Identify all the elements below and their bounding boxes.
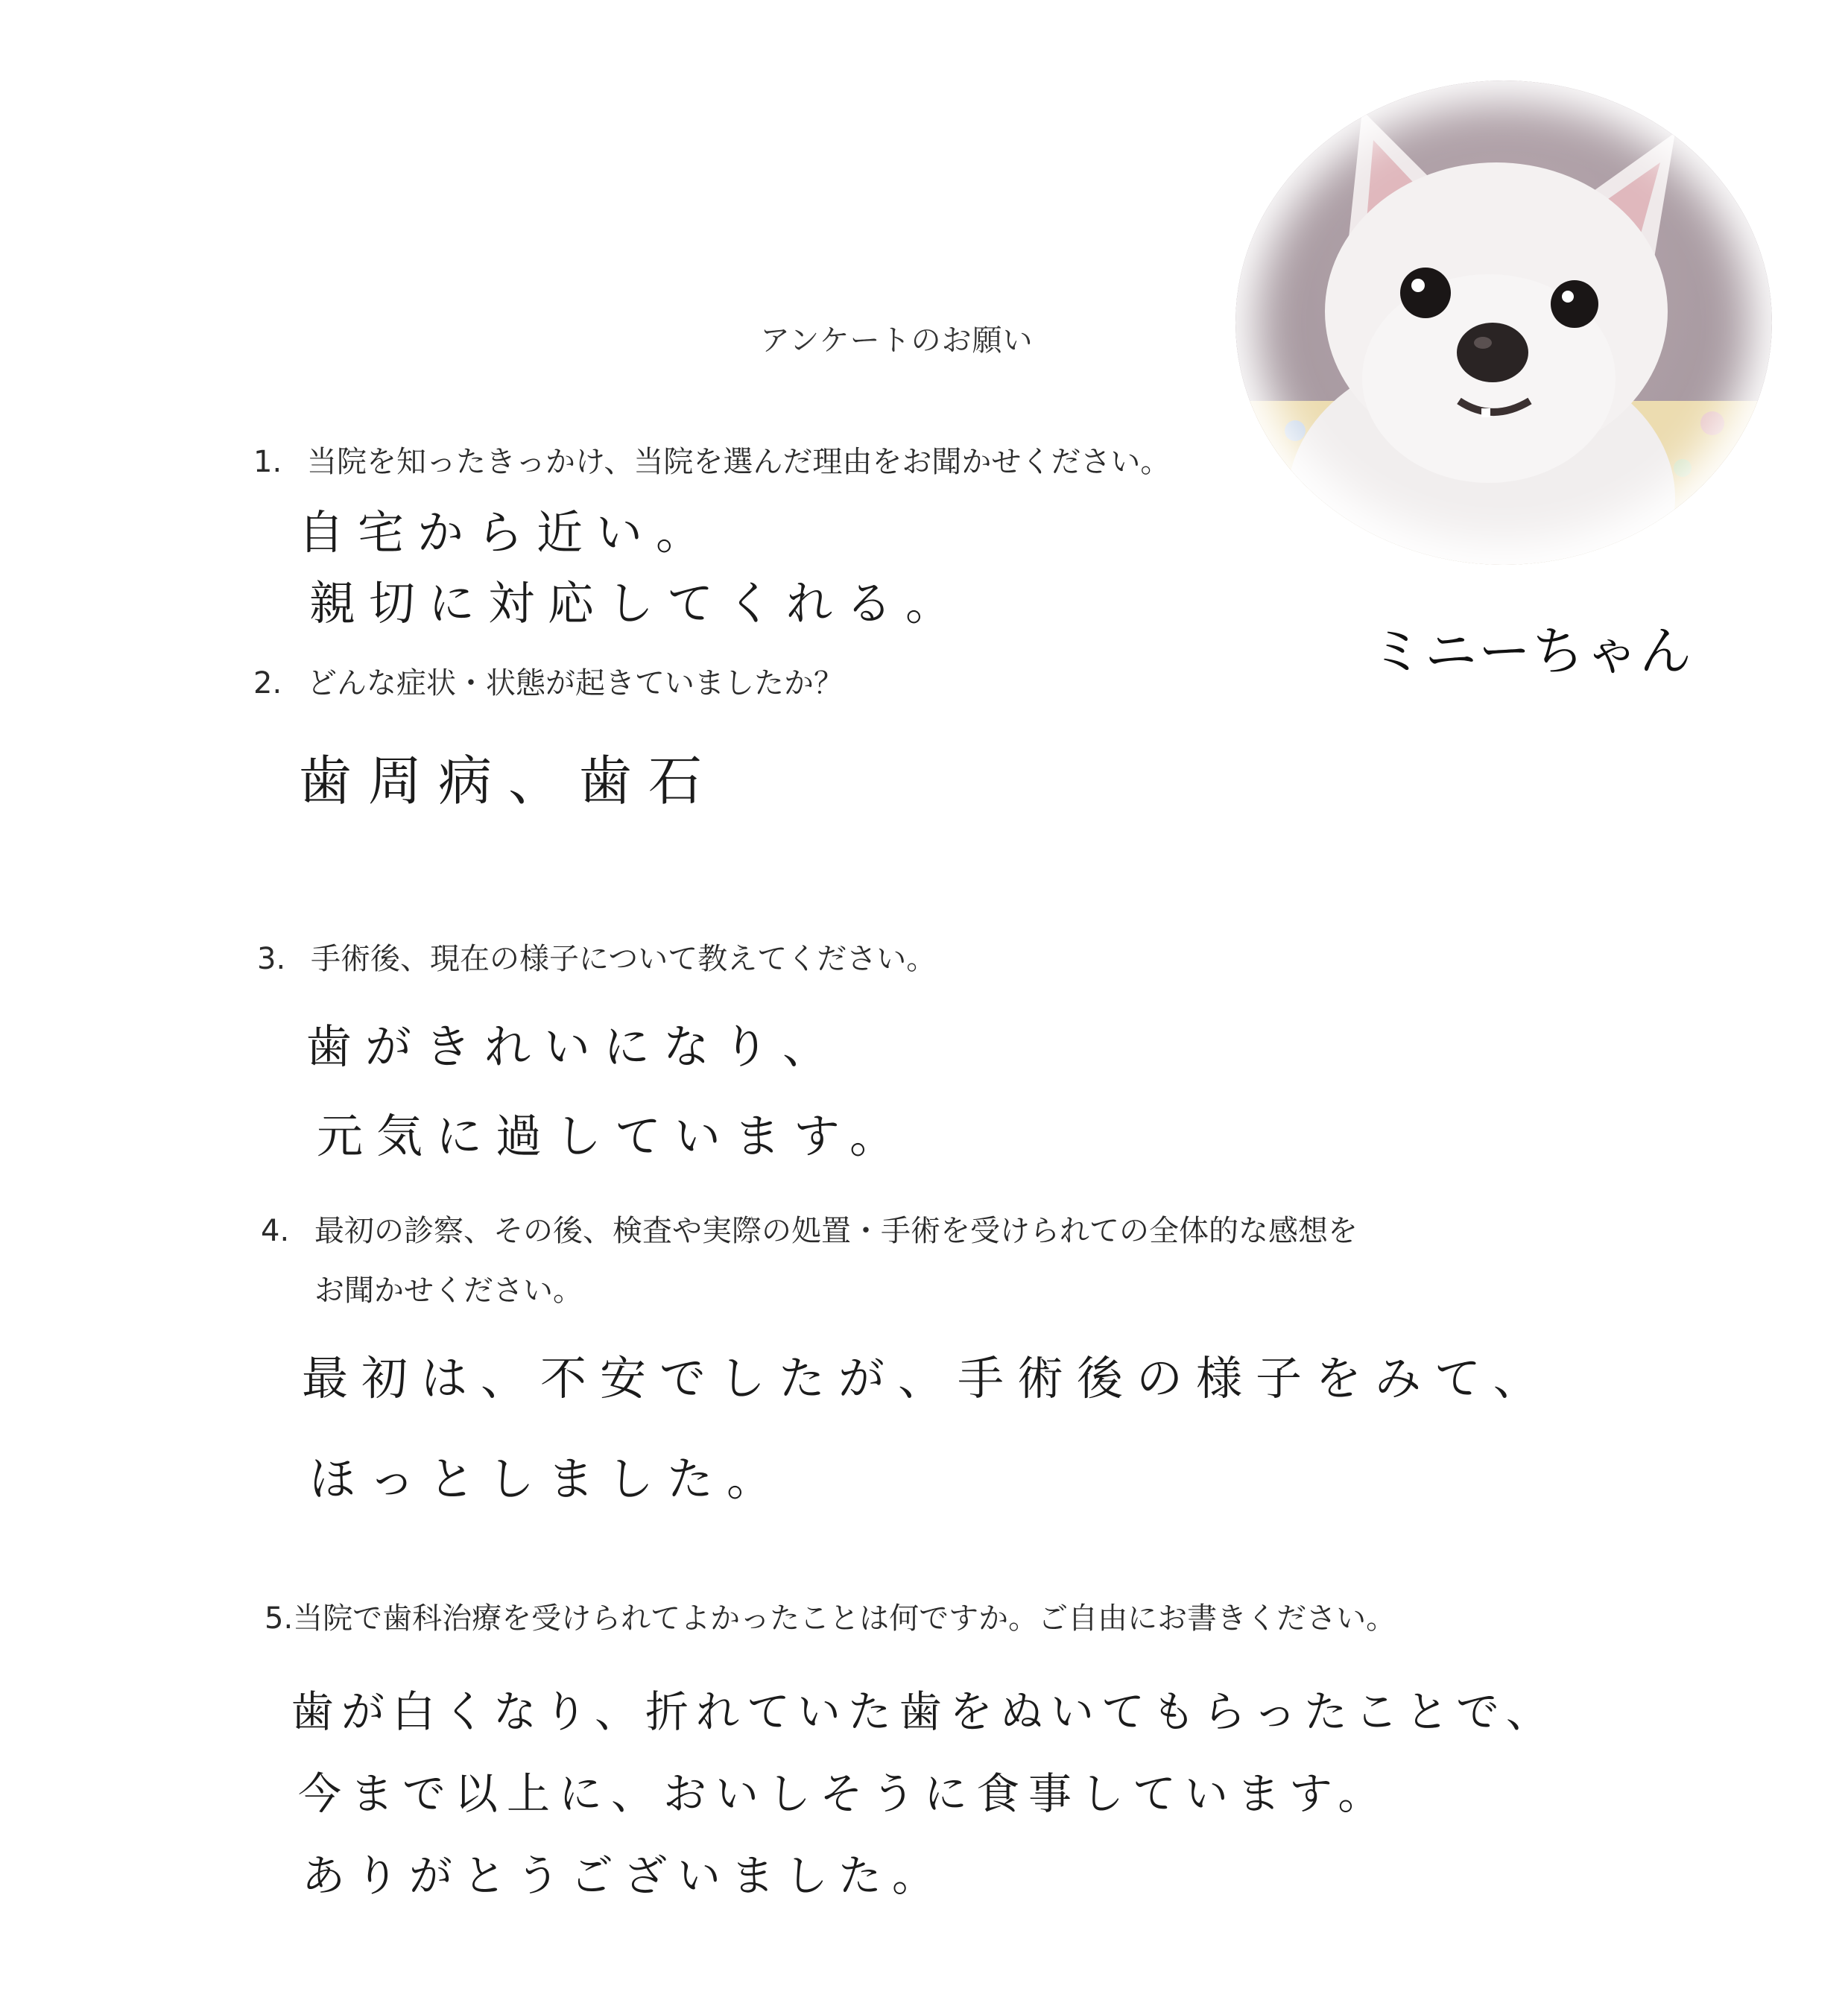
question-number: 2. (253, 666, 282, 700)
question-number: 5. (265, 1601, 294, 1636)
question-text: 最初の診察、その後、検査や実際の処置・手術を受けられての全体的な感想を (314, 1214, 1358, 1248)
question-number: 3. (257, 942, 286, 976)
question-number: 4. (261, 1214, 290, 1248)
answer-3-line-1: 歯がきれいになり、 (306, 1019, 843, 1074)
dog-photo (1235, 80, 1772, 565)
question-4 (261, 1207, 1358, 1250)
survey-title: アンケートのお願い (760, 323, 1034, 358)
question-1 (253, 438, 1170, 481)
question-text: 当院で歯科治療を受けられてよかったことは何ですか。ご自由にお書きください。 (293, 1601, 1396, 1636)
answer-1-line-1: 自宅から近い。 (298, 505, 716, 560)
answer-5-line-3: ありがとうございました。 (302, 1850, 946, 1901)
answer-4-line-1: 最初は、不安でしたが、手術後の様子をみて、 (302, 1351, 1553, 1405)
question-text: どんな症状・状態が起きていましたか？ (307, 666, 844, 700)
question-5 (265, 1595, 1396, 1637)
question-2 (253, 659, 844, 702)
question-3 (257, 935, 936, 978)
question-text: 手術後、現在の様子について教えてください。 (311, 942, 937, 976)
answer-2-line-1: 歯周病、歯石 (298, 750, 719, 812)
answer-5-line-1: 歯が白くなり、折れていた歯をぬいてもらったことで、 (291, 1686, 1557, 1737)
question-number: 1. (253, 445, 282, 479)
dog-illustration (1235, 80, 1772, 565)
answer-1-line-2: 親切に対応してくれる。 (309, 576, 966, 630)
answer-5-line-2: 今まで以上に、おいしそうに食事しています。 (298, 1768, 1390, 1819)
answer-3-line-2: 元気に過しています。 (317, 1109, 910, 1163)
question-text: 当院を知ったきっかけ、当院を選んだ理由をお聞かせください。 (307, 445, 1171, 479)
answer-4-line-2: ほっとしました。 (309, 1452, 787, 1506)
pet-name-caption: ミニーちゃん (1371, 621, 1693, 682)
question-4-continued: お聞かせください。 (314, 1274, 583, 1308)
